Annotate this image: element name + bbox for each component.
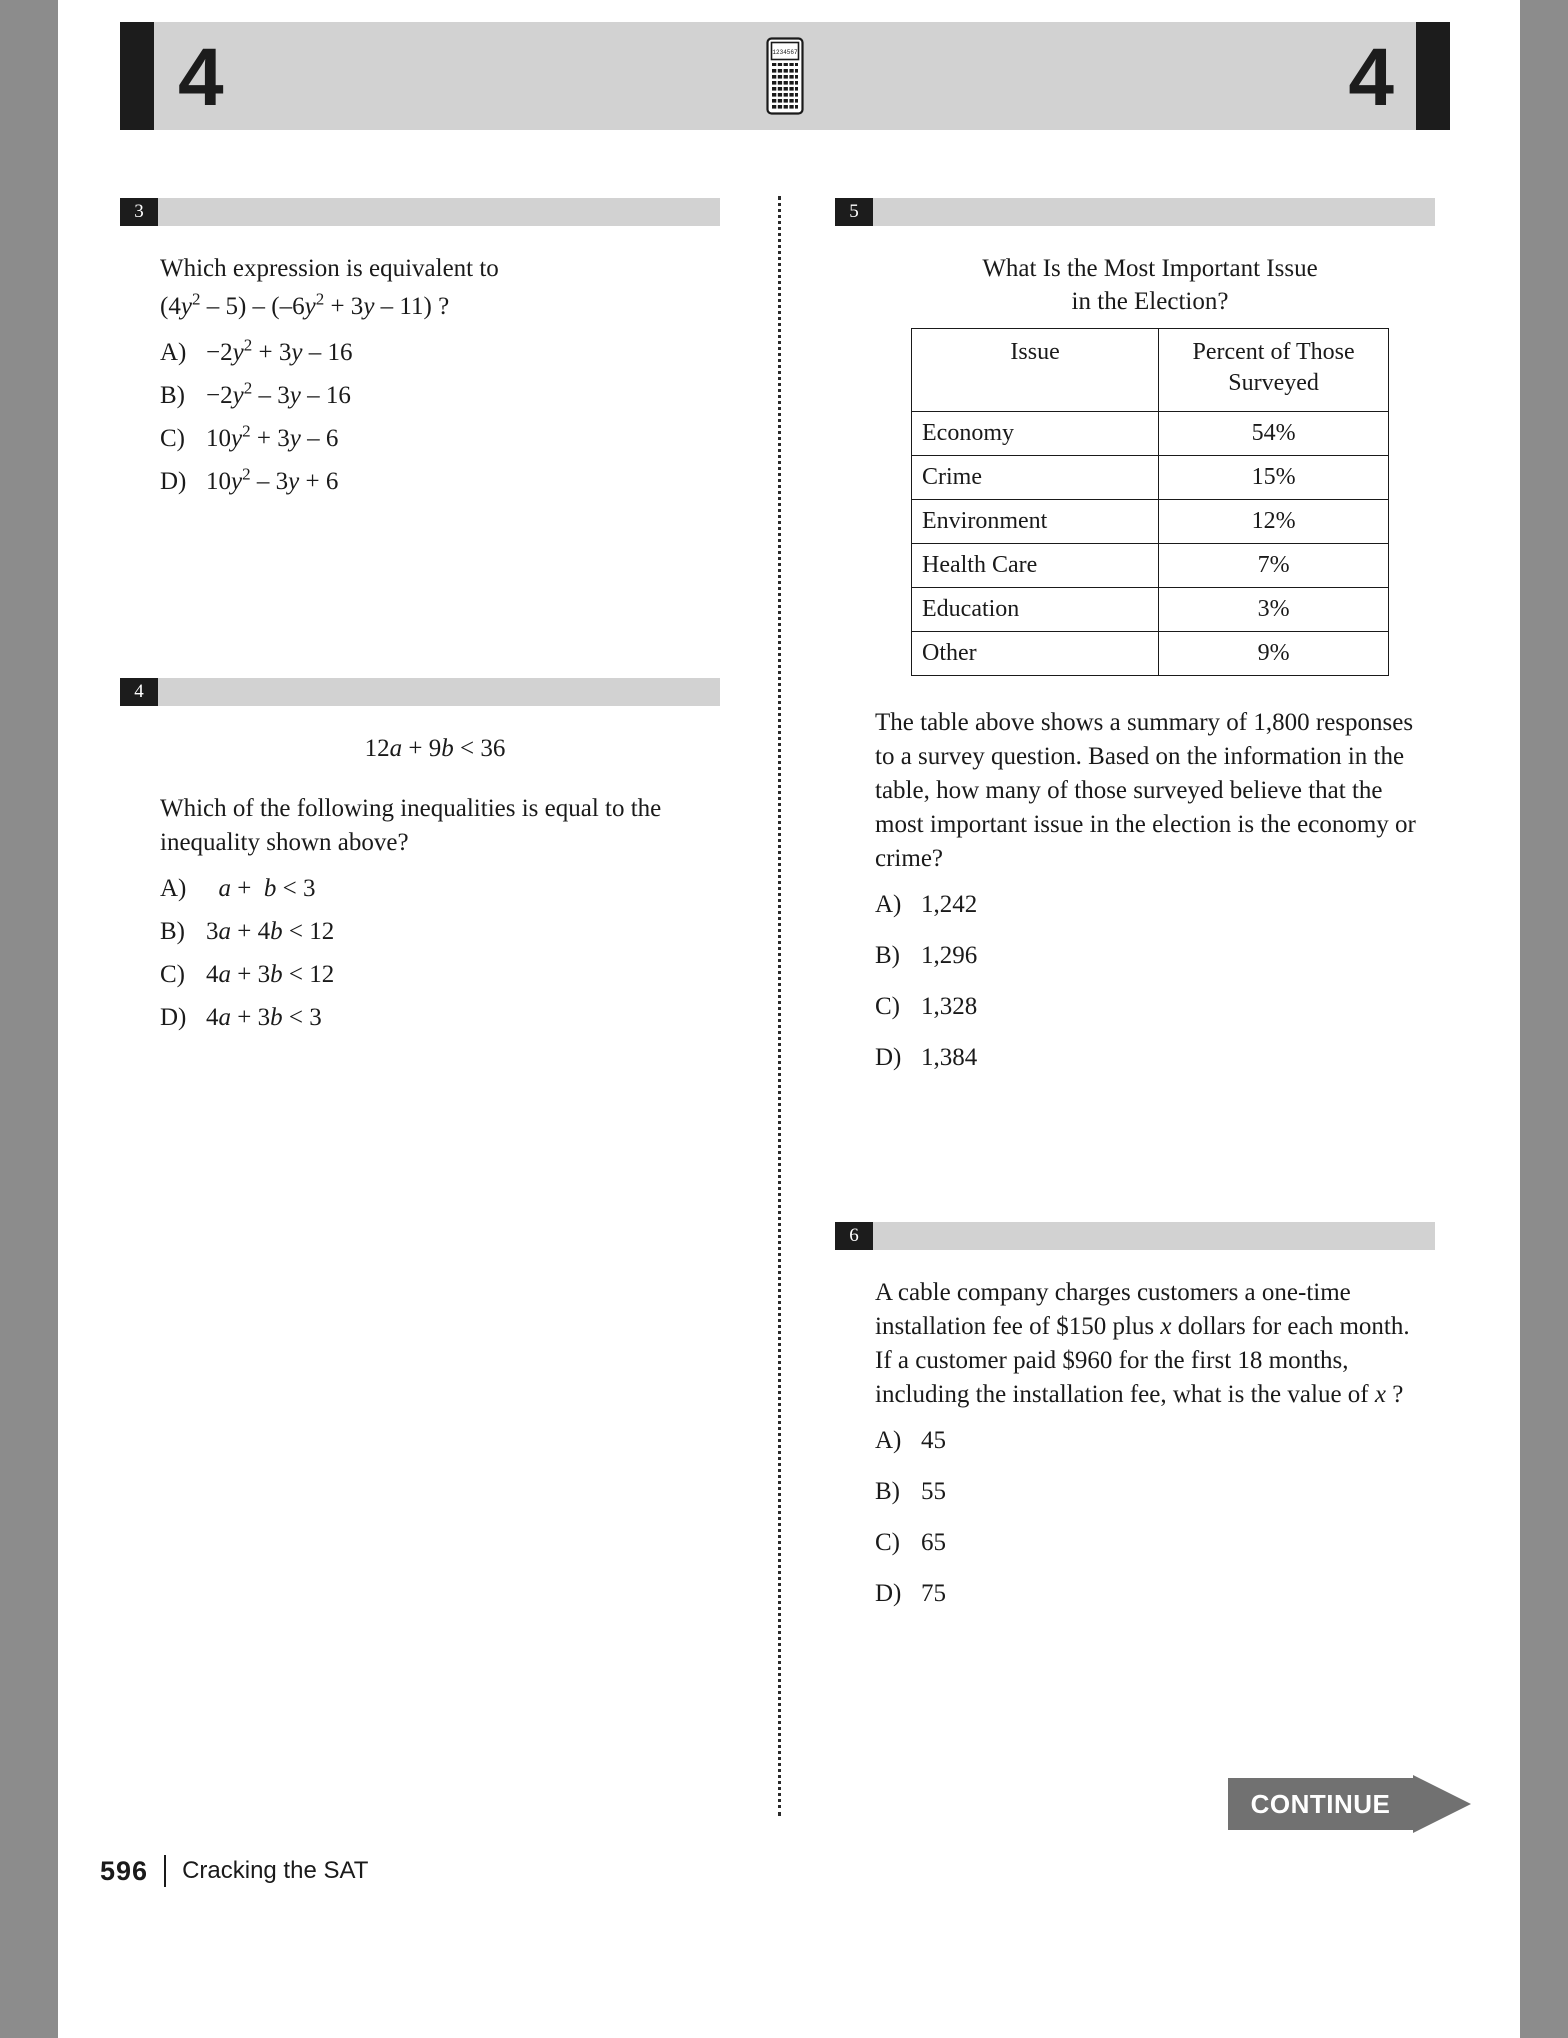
percent-health-care: 7%: [1159, 544, 1389, 588]
choice-letter: D): [875, 1044, 902, 1071]
choice-letter: B): [160, 918, 185, 945]
choice-letter: C): [875, 993, 900, 1020]
question-3-choices: [160, 336, 710, 499]
spacer: [120, 508, 720, 678]
choice-letter: A): [875, 891, 902, 918]
footer-book-title: Cracking the SAT: [182, 1857, 369, 1884]
choice-text: 1,242: [921, 891, 978, 918]
column-divider: [778, 196, 781, 1816]
calculator-icon: [766, 37, 804, 115]
question-3-choice-d[interactable]: [160, 465, 710, 499]
question-6: [835, 1222, 1435, 1611]
question-6-body: [835, 1276, 1435, 1611]
choice-letter: B): [875, 942, 900, 969]
question-6-choice-d[interactable]: [875, 1577, 1425, 1611]
question-6-choice-b[interactable]: [875, 1475, 1425, 1509]
survey-table-header-row: [912, 329, 1389, 412]
percent-environment: 12%: [1159, 500, 1389, 544]
choice-letter: A): [875, 1427, 902, 1454]
table-row: [912, 632, 1389, 676]
header-bar-right: [1416, 22, 1450, 130]
percent-economy: 54%: [1159, 412, 1389, 456]
choice-letter: D): [160, 1004, 187, 1031]
survey-table: [911, 328, 1389, 676]
question-4-choice-a[interactable]: [160, 872, 710, 906]
issue-environment: Environment: [912, 500, 1159, 544]
choice-text: 4a + 3b < 12: [206, 961, 335, 988]
issue-crime: Crime: [912, 456, 1159, 500]
question-4-choice-d[interactable]: [160, 1001, 710, 1035]
choice-text: 55: [921, 1478, 946, 1505]
choice-letter: D): [875, 1580, 902, 1607]
choice-text: $-2y^2 + 3y - 16$: [206, 335, 353, 366]
right-margin-strip: [1520, 0, 1568, 2038]
choice-text: 65: [921, 1529, 946, 1556]
choice-text: 3a + 4b < 12: [206, 918, 335, 945]
question-5-choice-c[interactable]: [875, 990, 1425, 1024]
choice-text: 4a + 3b < 3: [206, 1004, 322, 1031]
issue-other: Other: [912, 632, 1159, 676]
question-5: [835, 198, 1435, 1075]
question-6-stem: A cable company charges customers a one-time installation fee of $150 plus x dollars for each month. If a customer paid $960 for the first 18 months, including the installation fee, what is the value of x ?: [875, 1279, 1410, 1408]
survey-table-title: [875, 252, 1425, 318]
issue-health-care: Health Care: [912, 544, 1159, 588]
question-4-stem: Which of the following inequalities is equal to the inequality shown above?: [160, 795, 662, 856]
question-6-choice-c[interactable]: [875, 1526, 1425, 1560]
question-4-number: 4: [120, 678, 158, 706]
question-3-stem-line-2: $(4y^2 - 5) - (-6y^2 + 3y - 11)$ ?: [160, 289, 450, 320]
question-6-header: [835, 1222, 1435, 1250]
question-3: [120, 198, 720, 499]
question-4-choices: [160, 872, 710, 1035]
question-5-body: [835, 252, 1435, 1075]
continue-label: CONTINUE: [1250, 1789, 1391, 1819]
section-number-right: 4: [1348, 32, 1392, 123]
question-5-choice-a[interactable]: [875, 888, 1425, 922]
choice-letter: C): [875, 1529, 900, 1556]
table-row: [912, 456, 1389, 500]
question-3-stem-line-1: Which expression is equivalent to: [160, 255, 499, 282]
question-4: [120, 678, 720, 1035]
table-row: [912, 544, 1389, 588]
table-row: [912, 412, 1389, 456]
choice-text: $10y^2 - 3y + 6$: [206, 464, 339, 495]
choice-letter: C): [160, 425, 185, 452]
choice-text: 1,296: [921, 942, 978, 969]
column-header-percent: Percent of Those Surveyed: [1159, 329, 1389, 412]
question-6-choices: [875, 1424, 1425, 1611]
column-header-issue: Issue: [912, 329, 1159, 412]
question-3-body: [120, 252, 720, 499]
continue-banner: [1228, 1778, 1473, 1830]
svg-text:1234567: 1234567: [772, 49, 798, 56]
issue-economy: Economy: [912, 412, 1159, 456]
question-3-choice-b[interactable]: [160, 379, 710, 413]
choice-text: 1,328: [921, 993, 978, 1020]
question-5-choices: [875, 888, 1425, 1075]
percent-other: 9%: [1159, 632, 1389, 676]
choice-text: 75: [921, 1580, 946, 1607]
question-6-number: 6: [835, 1222, 873, 1250]
question-6-choice-a[interactable]: [875, 1424, 1425, 1458]
choice-letter: B): [160, 382, 185, 409]
header-bar-left: [120, 22, 154, 130]
question-5-header: [835, 198, 1435, 226]
footer-divider: [164, 1855, 166, 1887]
table-row: [912, 588, 1389, 632]
question-3-choice-a[interactable]: [160, 336, 710, 370]
choice-letter: D): [160, 468, 187, 495]
question-4-display-equation: 12a + 9b < 36: [364, 735, 506, 762]
choice-text: 45: [921, 1427, 946, 1454]
section-number-left: 4: [178, 32, 222, 123]
question-3-header: [120, 198, 720, 226]
question-4-header: [120, 678, 720, 706]
left-margin-strip: [0, 0, 58, 2038]
question-5-choice-d[interactable]: [875, 1041, 1425, 1075]
percent-education: 3%: [1159, 588, 1389, 632]
choice-letter: B): [875, 1478, 900, 1505]
table-row: [912, 500, 1389, 544]
question-5-number: 5: [835, 198, 873, 226]
question-4-choice-b[interactable]: [160, 915, 710, 949]
choice-text: a + b < 3: [218, 875, 316, 902]
choice-text: 1,384: [921, 1044, 978, 1071]
right-column: [835, 198, 1435, 1628]
choice-letter: A): [160, 339, 187, 366]
footer-page-number: 596: [100, 1855, 149, 1886]
choice-letter: A): [160, 875, 187, 902]
survey-table-title-line-2: in the Election?: [1071, 288, 1229, 315]
issue-education: Education: [912, 588, 1159, 632]
survey-table-title-line-1: What Is the Most Important Issue: [982, 255, 1318, 282]
spacer: [835, 1092, 1435, 1222]
choice-letter: C): [160, 961, 185, 988]
question-5-stem: The table above shows a summary of 1,800 responses to a survey question. Based on the information in the table, how many of those surveyed believe that the most important issue in the election is the economy or crime?: [875, 709, 1416, 872]
continue-arrow-icon: [1413, 1775, 1471, 1833]
section-header-banner: [120, 22, 1450, 130]
question-5-choice-b[interactable]: [875, 939, 1425, 973]
page-footer: [100, 1855, 368, 1887]
choice-text: $-2y^2 - 3y - 16$: [206, 378, 351, 409]
question-3-number: 3: [120, 198, 158, 226]
percent-crime: 15%: [1159, 456, 1389, 500]
question-3-choice-c[interactable]: [160, 422, 710, 456]
question-4-choice-c[interactable]: [160, 958, 710, 992]
question-4-body: [120, 732, 720, 1035]
choice-text: $10y^2 + 3y - 6$: [206, 421, 339, 452]
left-column: [120, 198, 720, 1044]
